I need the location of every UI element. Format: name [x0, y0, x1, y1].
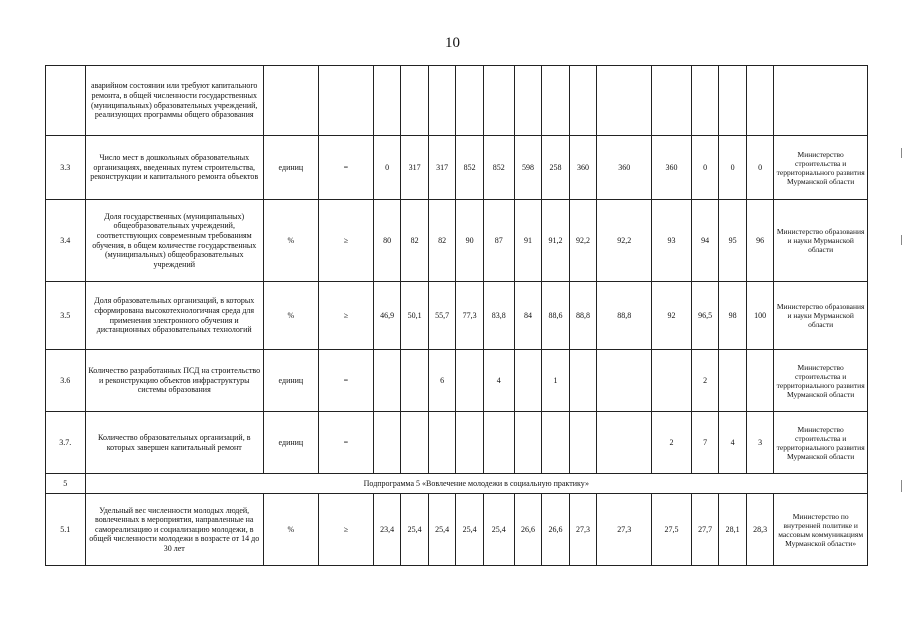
scan-edge-mark [901, 235, 902, 245]
value-cell [456, 350, 484, 412]
value-cell [746, 350, 774, 412]
value-cell: 28,1 [719, 494, 747, 566]
value-cell [597, 412, 652, 474]
value-cell: 91,2 [542, 200, 570, 282]
value-cell [483, 412, 514, 474]
value-cell: 82 [401, 200, 429, 282]
section-row [46, 474, 868, 494]
value-cell: 88,8 [569, 282, 597, 350]
value-cell: 317 [428, 136, 456, 200]
value-cell: 94 [691, 200, 719, 282]
value-cell [428, 66, 456, 136]
value-cell: 92,2 [569, 200, 597, 282]
value-cell [569, 66, 597, 136]
value-cell [542, 412, 570, 474]
trend-cell [318, 66, 373, 136]
value-cell [483, 66, 514, 136]
value-cell: 4 [719, 412, 747, 474]
executor-cell: Министерство образования и науки Мурманской области [774, 282, 868, 350]
value-cell [373, 350, 401, 412]
trend-sign: = [343, 437, 349, 447]
value-cell: 95 [719, 200, 747, 282]
value-cell [746, 66, 774, 136]
value-cell [514, 66, 542, 136]
value-cell [401, 66, 429, 136]
value-cell: 27,5 [652, 494, 692, 566]
trend-sign: ≥ [343, 524, 349, 534]
value-cell: 598 [514, 136, 542, 200]
row-number: 3.5 [46, 282, 86, 350]
section-number: 5 [46, 474, 86, 494]
value-cell [542, 66, 570, 136]
row-number: 5.1 [46, 494, 86, 566]
indicator-name: Количество образовательных организаций, в которых завершен капитальный ремонт [85, 412, 263, 474]
executor-cell [774, 66, 868, 136]
row-number: 3.4 [46, 200, 86, 282]
trend-cell [318, 200, 373, 282]
value-cell: 46,9 [373, 282, 401, 350]
indicator-name: Удельный вес численности молодых людей, вовлеченных в мероприятия, направленные на самореализацию и социализацию молодежи, в общей численности молодежи в возрасте от 14 до 30 лет [85, 494, 263, 566]
row-number: 3.3 [46, 136, 86, 200]
value-cell: 96,5 [691, 282, 719, 350]
value-cell [691, 66, 719, 136]
value-cell: 91 [514, 200, 542, 282]
section-title: Подпрограмма 5 «Вовлечение молодежи в социальную практику» [85, 474, 867, 494]
row-number: 3.7. [46, 412, 86, 474]
table-row [46, 350, 868, 412]
table-row [46, 412, 868, 474]
value-cell: 317 [401, 136, 429, 200]
value-cell: 88,6 [542, 282, 570, 350]
value-cell: 50,1 [401, 282, 429, 350]
row-number: 3.6 [46, 350, 86, 412]
unit-cell: единиц [263, 136, 318, 200]
trend-cell [318, 350, 373, 412]
value-cell [514, 350, 542, 412]
executor-cell: Министерство строительства и территориального развития Мурманской области [774, 136, 868, 200]
value-cell [569, 350, 597, 412]
table-row [46, 136, 868, 200]
value-cell: 0 [719, 136, 747, 200]
value-cell: 92 [652, 282, 692, 350]
unit-cell: % [263, 494, 318, 566]
value-cell: 96 [746, 200, 774, 282]
value-cell: 258 [542, 136, 570, 200]
value-cell: 87 [483, 200, 514, 282]
scan-edge-mark [901, 148, 902, 158]
value-cell: 92,2 [597, 200, 652, 282]
value-cell: 100 [746, 282, 774, 350]
executor-cell: Министерство строительства и территориального развития Мурманской области [774, 350, 868, 412]
value-cell: 3 [746, 412, 774, 474]
value-cell: 27,3 [597, 494, 652, 566]
executor-cell: Министерство строительства и территориального развития Мурманской области [774, 412, 868, 474]
trend-cell [318, 412, 373, 474]
value-cell: 25,4 [483, 494, 514, 566]
value-cell: 77,3 [456, 282, 484, 350]
value-cell [719, 350, 747, 412]
table-row [46, 66, 868, 136]
unit-cell [263, 66, 318, 136]
value-cell [652, 66, 692, 136]
value-cell: 88,8 [597, 282, 652, 350]
unit-cell: единиц [263, 350, 318, 412]
value-cell: 90 [456, 200, 484, 282]
value-cell [456, 66, 484, 136]
value-cell [401, 412, 429, 474]
value-cell: 852 [483, 136, 514, 200]
value-cell: 25,4 [401, 494, 429, 566]
value-cell: 26,6 [514, 494, 542, 566]
unit-cell: % [263, 282, 318, 350]
table-row [46, 200, 868, 282]
trend-sign: ≥ [343, 310, 349, 320]
value-cell: 26,6 [542, 494, 570, 566]
value-cell: 93 [652, 200, 692, 282]
value-cell [373, 66, 401, 136]
value-cell: 83,8 [483, 282, 514, 350]
value-cell: 1 [542, 350, 570, 412]
value-cell [428, 412, 456, 474]
indicator-name: Количество разработанных ПСД на строительство и реконструкцию объектов инфраструктуры системы образования [85, 350, 263, 412]
trend-sign: = [343, 162, 349, 172]
unit-cell: единиц [263, 412, 318, 474]
trend-sign: = [343, 375, 349, 385]
value-cell: 80 [373, 200, 401, 282]
trend-sign: ≥ [343, 235, 349, 245]
executor-cell: Министерство образования и науки Мурманской области [774, 200, 868, 282]
trend-cell [318, 136, 373, 200]
value-cell: 28,3 [746, 494, 774, 566]
value-cell: 360 [597, 136, 652, 200]
indicator-name: аварийном состоянии или требуют капитального ремонта, в общей численности государственных (муниципальных) образовательных учреждений, реализующих программы общего образования [85, 66, 263, 136]
value-cell: 98 [719, 282, 747, 350]
table-row [46, 494, 868, 566]
value-cell: 25,4 [456, 494, 484, 566]
value-cell: 360 [569, 136, 597, 200]
value-cell [652, 350, 692, 412]
value-cell: 27,3 [569, 494, 597, 566]
row-number [46, 66, 86, 136]
value-cell: 0 [746, 136, 774, 200]
indicators-table [45, 65, 868, 566]
value-cell [514, 412, 542, 474]
value-cell: 2 [691, 350, 719, 412]
value-cell: 6 [428, 350, 456, 412]
value-cell [456, 412, 484, 474]
value-cell [597, 66, 652, 136]
value-cell [401, 350, 429, 412]
value-cell: 7 [691, 412, 719, 474]
value-cell: 82 [428, 200, 456, 282]
table-row [46, 282, 868, 350]
value-cell: 4 [483, 350, 514, 412]
unit-cell: % [263, 200, 318, 282]
value-cell [569, 412, 597, 474]
scan-edge-mark [901, 480, 902, 492]
value-cell: 25,4 [428, 494, 456, 566]
page-number: 10 [445, 35, 460, 51]
value-cell [373, 412, 401, 474]
value-cell: 84 [514, 282, 542, 350]
value-cell [719, 66, 747, 136]
value-cell: 23,4 [373, 494, 401, 566]
value-cell: 55,7 [428, 282, 456, 350]
value-cell: 27,7 [691, 494, 719, 566]
value-cell [597, 350, 652, 412]
indicator-name: Число мест в дошкольных образовательных организациях, введенных путем строительства, реконструкции и капитального ремонта объектов [85, 136, 263, 200]
value-cell: 2 [652, 412, 692, 474]
indicator-name: Доля образовательных организаций, в которых сформирована высокотехнологичная среда для применения электронного обучения и дистанционных образовательных технологий [85, 282, 263, 350]
trend-cell [318, 282, 373, 350]
value-cell: 360 [652, 136, 692, 200]
value-cell: 852 [456, 136, 484, 200]
executor-cell: Министерство по внутренней политике и массовым коммуникациям Мурманской области» [774, 494, 868, 566]
value-cell: 0 [691, 136, 719, 200]
indicators-table-body [46, 66, 868, 566]
trend-cell [318, 494, 373, 566]
indicator-name: Доля государственных (муниципальных) общеобразовательных учреждений, соответствующих современным требованиям обучения, в общем количестве государственных (муниципальных) общеобразовательных учреждений [85, 200, 263, 282]
value-cell: 0 [373, 136, 401, 200]
